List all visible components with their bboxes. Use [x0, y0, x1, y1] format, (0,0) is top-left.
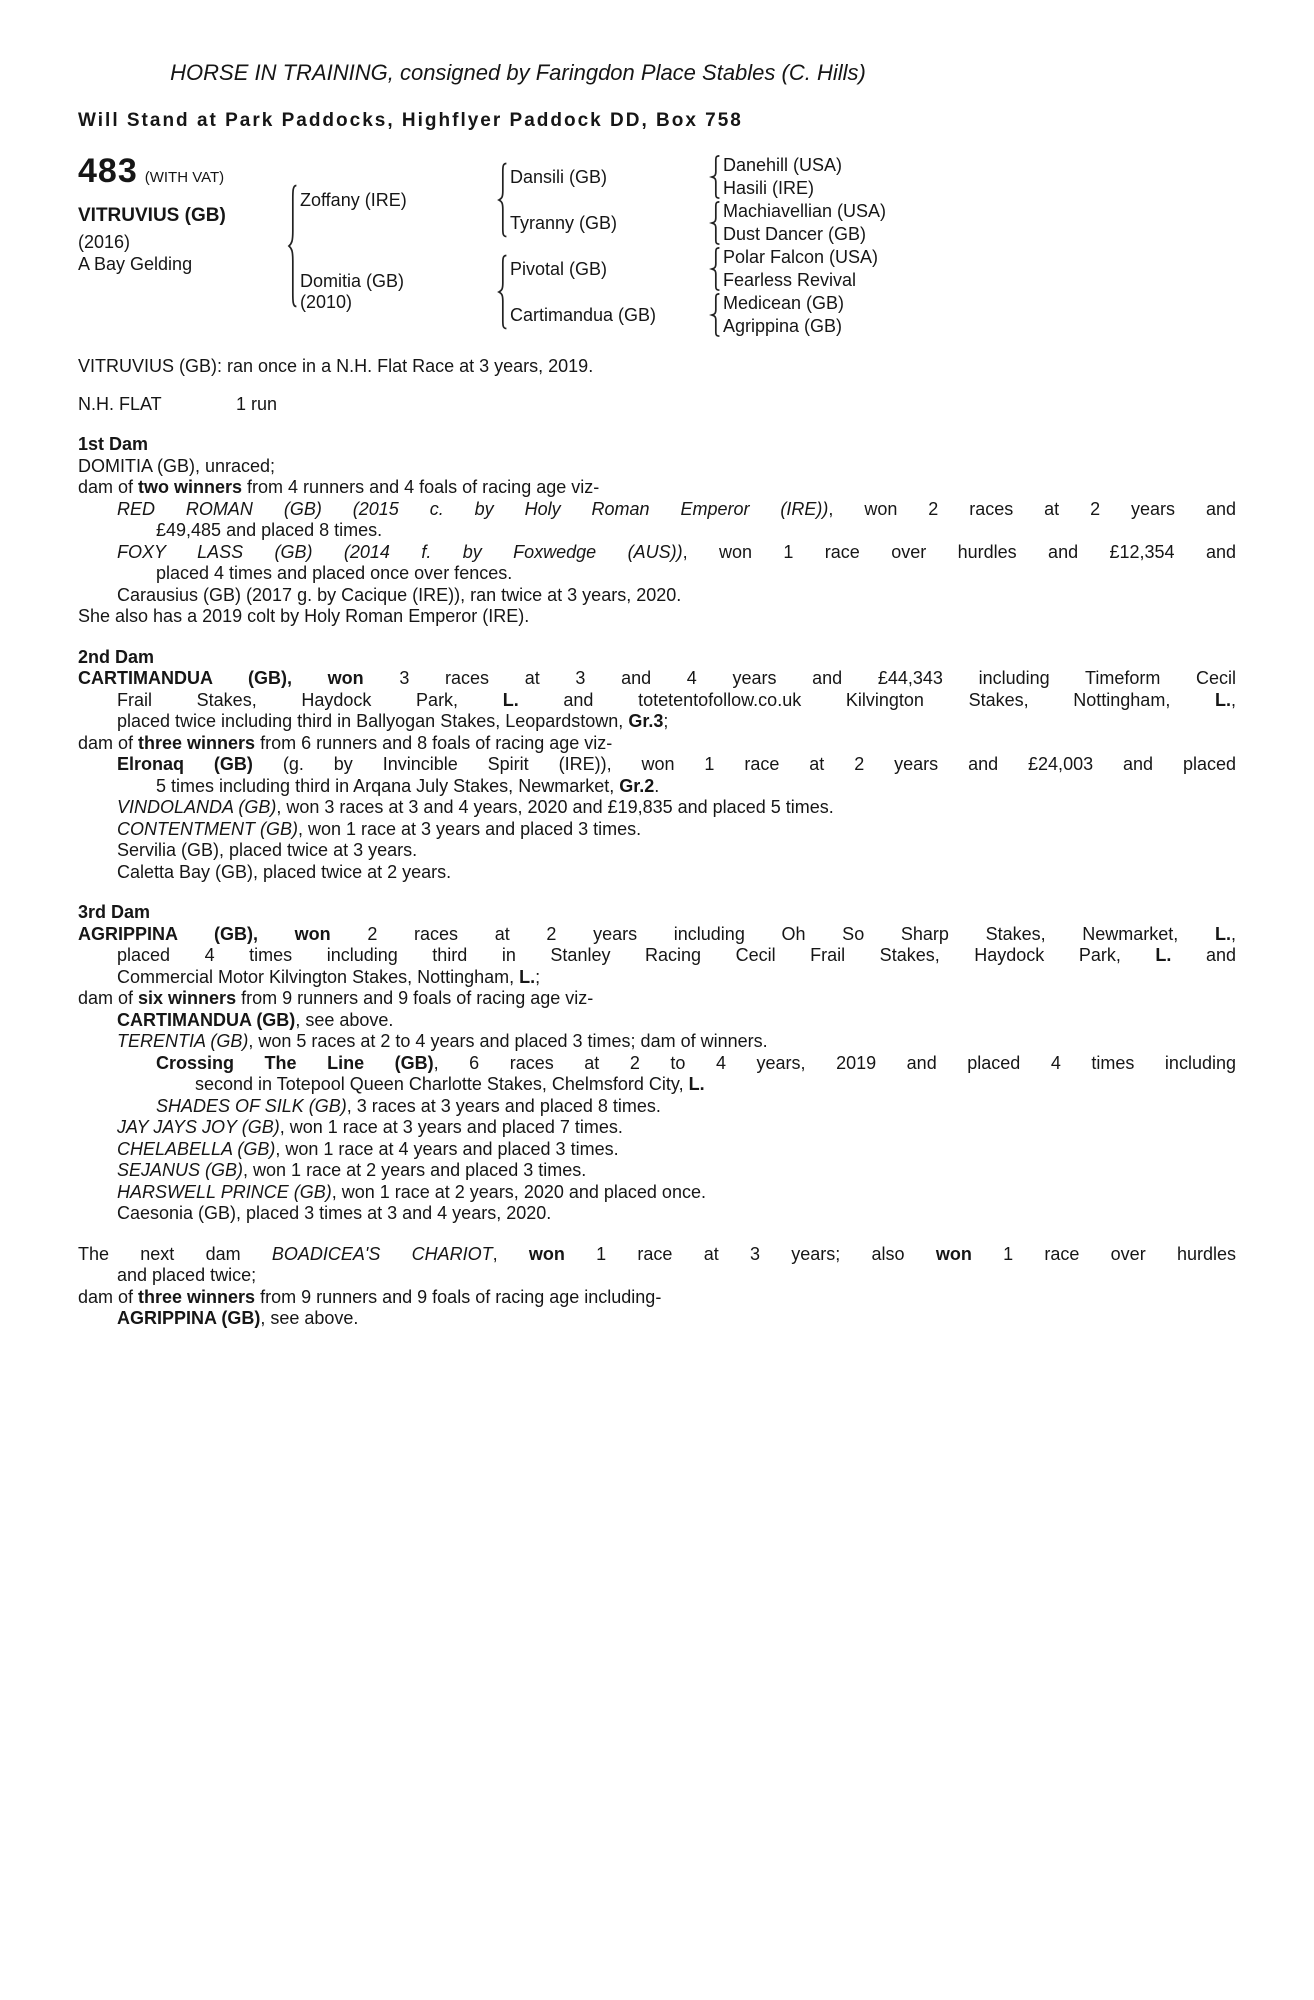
text-segment: 1 race at 3 years; also	[564, 1243, 936, 1264]
gen3-name: Polar Falcon (USA)	[723, 247, 879, 267]
text-segment: TERENTIA (GB)	[117, 1031, 249, 1051]
text-segment: dam of	[78, 1286, 139, 1307]
text-segment: 5 times including third in Arqana July Stakes, Newmarket,	[156, 775, 620, 796]
text-segment: Frail Stakes, Haydock Park,	[117, 689, 503, 710]
text-segment: , 6 races at 2 to 4 years, 2019 and placed 4 times including	[433, 1052, 1236, 1073]
text-segment: 2 races at 2 years including Oh So Sharp Stakes, Newmarket,	[330, 923, 1215, 944]
text-segment: DOMITIA (GB), unraced;	[78, 455, 276, 476]
record-paragraph	[78, 840, 1236, 862]
text-segment: Elronaq (GB)	[117, 754, 253, 774]
text-segment: dam of	[78, 477, 139, 497]
text-segment: dam of	[78, 988, 139, 1008]
gen3-name: Fearless Revival	[723, 270, 857, 290]
race-record-row	[78, 394, 1236, 415]
text-line	[78, 456, 1236, 478]
text-segment: Caesonia (GB), placed 3 times at 3 and 4 years, 2020.	[117, 1203, 552, 1223]
lot-number-row	[78, 154, 284, 188]
record-paragraph	[78, 585, 1236, 607]
race-runs: 1 run	[236, 394, 278, 414]
text-segment: Carausius (GB) (2017 g. by Cacique (IRE)), ran twice at 3 years, 2020.	[117, 584, 682, 605]
text-line	[117, 1010, 1236, 1032]
text-segment: L.	[519, 966, 536, 987]
record-paragraph	[78, 606, 1236, 628]
text-segment: £49,485 and placed 8 times.	[156, 520, 383, 540]
text-line	[117, 499, 1236, 521]
record-paragraph	[78, 819, 1236, 841]
text-segment: ;	[535, 966, 541, 987]
text-segment: and	[1171, 945, 1236, 965]
text-segment: L.	[1214, 923, 1231, 944]
stand-location-line: Will Stand at Park Paddocks, Highflyer Paddock DD, Box 758	[78, 110, 743, 131]
text-line	[117, 945, 1236, 967]
text-segment: and placed twice;	[117, 1265, 257, 1285]
text-segment: second in Totepool Queen Charlotte Stakes, Chelmsford City,	[195, 1074, 689, 1094]
text-segment: L.	[502, 689, 519, 710]
text-line	[78, 477, 1236, 499]
text-segment: dam of	[78, 732, 139, 753]
dam-name: Domitia (GB)	[300, 271, 405, 291]
text-line	[117, 967, 1236, 989]
text-segment: from 9 runners and 9 foals of racing age including-	[255, 1286, 662, 1307]
text-line	[78, 902, 1236, 924]
text-segment: and totetentofollow.co.uk Kilvington Stakes, Nottingham,	[518, 689, 1215, 710]
text-line	[78, 434, 1236, 456]
text-segment: AGRIPPINA (GB)	[117, 1308, 261, 1328]
record-paragraph	[78, 542, 1236, 585]
text-segment: AGRIPPINA (GB), won	[78, 923, 331, 944]
text-line	[156, 776, 1236, 798]
text-segment: from 6 runners and 8 foals of racing age viz-	[255, 732, 613, 753]
record-paragraph	[78, 1139, 1236, 1161]
gen3-name: Machiavellian (USA)	[723, 201, 887, 221]
text-line	[78, 1287, 1236, 1309]
text-line	[78, 668, 1236, 690]
vat-note: (WITH VAT)	[144, 169, 225, 186]
text-segment: The next dam	[78, 1243, 272, 1264]
produce-records	[78, 434, 1236, 1330]
gen3-name: Dust Dancer (GB)	[723, 224, 867, 244]
text-line	[78, 988, 1236, 1010]
text-segment: , won 1 race at 3 years and placed 7 times.	[279, 1117, 623, 1137]
record-paragraph	[78, 477, 1236, 499]
pedigree-brace-gen1	[284, 154, 300, 338]
record-paragraph	[78, 1308, 1236, 1330]
text-segment: , 3 races at 3 years and placed 8 times.	[346, 1095, 661, 1116]
text-segment: CARTIMANDUA (GB)	[117, 1009, 296, 1030]
record-paragraph	[78, 862, 1236, 884]
text-line	[117, 1203, 1236, 1225]
text-segment: , won 2 races at 2 years and	[828, 498, 1236, 519]
text-line	[117, 840, 1236, 862]
text-line	[117, 1182, 1236, 1204]
text-segment: CHELABELLA (GB)	[117, 1138, 276, 1159]
lot-info	[78, 154, 284, 338]
text-line	[195, 1074, 1236, 1096]
text-segment: VINDOLANDA (GB)	[117, 797, 277, 817]
text-line	[78, 924, 1236, 946]
record-paragraph	[78, 754, 1236, 797]
text-segment: , won 1 race at 2 years, 2020 and placed once.	[331, 1181, 706, 1202]
text-segment: , won 1 race at 2 years and placed 3 times.	[243, 1160, 587, 1180]
pedigree-brace-gen3	[707, 154, 723, 200]
text-segment: CONTENTMENT (GB)	[117, 818, 298, 839]
text-line	[117, 797, 1236, 819]
record-paragraph	[78, 733, 1236, 755]
record-paragraph	[78, 1203, 1236, 1225]
text-line	[78, 733, 1236, 755]
text-segment: 1 race over hurdles	[971, 1243, 1236, 1264]
text-line	[117, 862, 1236, 884]
text-segment: SHADES OF SILK (GB)	[156, 1095, 347, 1116]
text-segment: Servilia (GB), placed twice at 3 years.	[117, 840, 418, 860]
consignor-line: HORSE IN TRAINING, consigned by Faringdon Place Stables (C. Hills)	[170, 60, 866, 85]
text-segment: two winners	[138, 477, 243, 497]
record-paragraph	[78, 797, 1236, 819]
text-segment: CARTIMANDUA (GB), won	[78, 668, 364, 688]
section-heading	[78, 902, 1236, 924]
text-segment: , won 1 race over hurdles and £12,354 and	[682, 541, 1236, 562]
record-paragraph	[78, 1031, 1236, 1053]
text-line	[117, 1308, 1236, 1330]
text-segment: , won 1 race at 3 years and placed 3 times.	[297, 818, 642, 839]
text-segment: BOADICEA'S CHARIOT	[271, 1243, 493, 1264]
text-segment: from 9 runners and 9 foals of racing age viz-	[236, 988, 594, 1008]
text-segment: HARSWELL PRINCE (GB)	[117, 1181, 332, 1202]
pedigree-brace-dam-parents	[494, 246, 510, 338]
gen3-name: Danehill (USA)	[723, 155, 843, 175]
text-line	[156, 520, 1236, 542]
sire-name: Zoffany (IRE)	[300, 189, 407, 210]
dam-block	[300, 246, 494, 338]
text-segment: , won 3 races at 3 and 4 years, 2020 and £19,835 and placed 5 times.	[276, 797, 834, 817]
section-heading	[78, 434, 1236, 456]
text-segment: 3 races at 3 and 4 years and £44,343 including Timeform Cecil	[363, 668, 1237, 688]
text-segment: Crossing The Line (GB)	[156, 1052, 434, 1073]
text-segment: SEJANUS (GB)	[117, 1160, 244, 1180]
text-segment: three winners	[138, 1286, 256, 1307]
text-segment: L.	[1155, 945, 1172, 965]
gen3-name: Medicean (GB)	[723, 293, 845, 313]
text-line	[156, 563, 1236, 585]
record-paragraph	[78, 1010, 1236, 1032]
text-segment: ,	[492, 1243, 529, 1264]
record-paragraph	[78, 1117, 1236, 1139]
gen2-name: Tyranny (GB)	[510, 212, 618, 233]
text-line	[117, 542, 1236, 564]
text-line	[117, 1265, 1236, 1287]
text-segment: (g. by Invincible Spirit (IRE)), won 1 race at 2 years and £24,003 and placed	[252, 754, 1237, 774]
text-segment: Gr.2	[619, 775, 655, 796]
record-paragraph	[78, 924, 1236, 989]
text-line	[78, 606, 1236, 628]
text-segment: won	[528, 1243, 565, 1264]
race-category: N.H. FLAT	[78, 394, 162, 414]
dam-year: (2010)	[300, 292, 353, 312]
text-segment: 3rd Dam	[78, 902, 151, 922]
text-segment: Gr.3	[628, 711, 664, 731]
text-segment: .	[654, 775, 660, 796]
text-segment: RED ROMAN (GB) (2015 c. by Holy Roman Emperor (IRE))	[117, 498, 829, 519]
record-paragraph	[78, 456, 1236, 478]
text-segment: six winners	[138, 988, 237, 1008]
pedigree-brace-gen3	[707, 246, 723, 292]
text-segment: from 4 runners and 4 foals of racing age viz-	[242, 477, 600, 497]
horse-description: A Bay Gelding	[78, 254, 193, 274]
text-segment: , see above.	[295, 1009, 394, 1030]
text-segment: 1st Dam	[78, 434, 149, 454]
text-line	[156, 1053, 1236, 1075]
text-segment: Commercial Motor Kilvington Stakes, Nottingham,	[117, 966, 520, 987]
gen3-name: Hasili (IRE)	[723, 178, 815, 198]
text-segment: ;	[663, 711, 669, 731]
record-paragraph	[78, 1182, 1236, 1204]
text-line	[117, 711, 1236, 733]
text-segment: JAY JAYS JOY (GB)	[117, 1117, 280, 1137]
section-heading	[78, 647, 1236, 669]
lot-number: 483	[78, 152, 138, 190]
race-summary: VITRUVIUS (GB): ran once in a N.H. Flat Race at 3 years, 2019.	[78, 356, 594, 376]
text-segment: , won 5 races at 2 to 4 years and placed 3 times; dam of winners.	[248, 1031, 768, 1051]
text-segment: three winners	[138, 732, 256, 753]
record-paragraph	[78, 668, 1236, 733]
text-segment: 2nd Dam	[78, 646, 155, 667]
text-line	[117, 585, 1236, 607]
text-line	[117, 819, 1236, 841]
text-line	[117, 1117, 1236, 1139]
text-line	[78, 1244, 1236, 1266]
text-line	[117, 1031, 1236, 1053]
text-line	[117, 1160, 1236, 1182]
foal-year: (2016)	[78, 232, 131, 252]
pedigree-brace-sire-parents	[494, 154, 510, 246]
record-paragraph	[78, 988, 1236, 1010]
text-segment: L.	[688, 1074, 705, 1094]
text-line	[117, 1139, 1236, 1161]
text-line	[156, 1096, 1236, 1118]
gen3-name: Agrippina (GB)	[723, 316, 843, 336]
horse-name: VITRUVIUS (GB)	[78, 205, 226, 226]
gen2-name: Dansili (GB)	[510, 166, 608, 187]
record-paragraph	[78, 499, 1236, 542]
text-segment: FOXY LASS (GB) (2014 f. by Foxwedge (AUS))	[117, 541, 683, 562]
text-line	[117, 754, 1236, 776]
text-segment: Caletta Bay (GB), placed twice at 2 years.	[117, 861, 452, 882]
text-segment: placed twice including third in Ballyogan Stakes, Leopardstown,	[117, 711, 629, 731]
record-paragraph	[78, 1096, 1236, 1118]
text-line	[117, 690, 1236, 712]
record-paragraph	[78, 1244, 1236, 1287]
text-segment: , see above.	[260, 1308, 359, 1328]
pedigree-table	[78, 154, 1236, 338]
record-paragraph	[78, 1053, 1236, 1096]
text-segment: won	[935, 1243, 972, 1264]
text-segment: She also has a 2019 colt by Holy Roman Emperor (IRE).	[78, 606, 530, 626]
text-segment: placed 4 times and placed once over fences.	[156, 563, 513, 583]
text-line	[78, 647, 1236, 669]
record-paragraph	[78, 1160, 1236, 1182]
gen2-name: Cartimandua (GB)	[510, 304, 657, 325]
text-segment: , won 1 race at 4 years and placed 3 times.	[275, 1138, 619, 1159]
gen2-name: Pivotal (GB)	[510, 258, 608, 279]
text-segment: L.	[1214, 689, 1231, 710]
text-segment: placed 4 times including third in Stanley Racing Cecil Frail Stakes, Haydock Park,	[117, 945, 1156, 965]
text-segment: ,	[1230, 923, 1236, 944]
pedigree-brace-gen3	[707, 292, 723, 338]
record-paragraph	[78, 1287, 1236, 1309]
text-segment: ,	[1230, 689, 1236, 710]
pedigree-brace-gen3	[707, 200, 723, 246]
